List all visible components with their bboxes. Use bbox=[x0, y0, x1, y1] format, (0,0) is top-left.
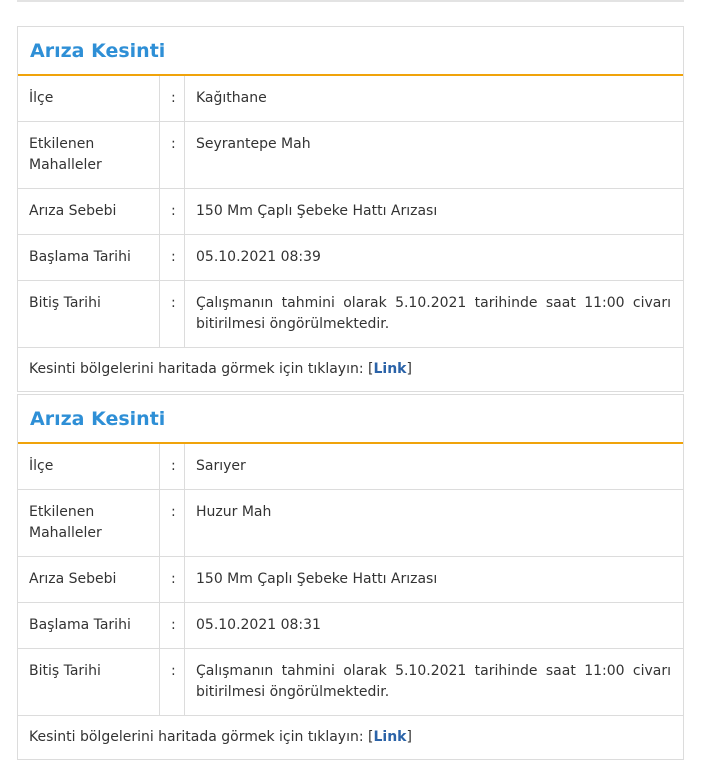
value-start-date: 05.10.2021 08:39 bbox=[185, 235, 684, 281]
map-link-row bbox=[18, 348, 683, 391]
label-cause: Arıza Sebebi bbox=[18, 557, 160, 603]
label-neighborhoods: Etkilenen Mahalleler bbox=[18, 490, 160, 557]
row-end-date bbox=[18, 649, 683, 716]
separator: : bbox=[160, 649, 185, 716]
row-district bbox=[18, 76, 683, 122]
value-cause: 150 Mm Çaplı Şebeke Hattı Arızası bbox=[185, 557, 684, 603]
outage-details-table bbox=[18, 76, 683, 348]
card-header bbox=[18, 27, 683, 76]
separator: : bbox=[160, 557, 185, 603]
map-link[interactable]: Link bbox=[373, 361, 407, 377]
value-start-date: 05.10.2021 08:31 bbox=[185, 603, 684, 649]
row-cause bbox=[18, 557, 683, 603]
bracket-open: [ bbox=[368, 361, 374, 377]
row-district bbox=[18, 444, 683, 490]
separator: : bbox=[160, 189, 185, 235]
outage-details-table bbox=[18, 444, 683, 716]
map-link-text: Kesinti bölgelerini haritada görmek için tıklayın: bbox=[29, 729, 369, 745]
separator: : bbox=[160, 603, 185, 649]
label-start-date: Başlama Tarihi bbox=[18, 603, 160, 649]
label-district: İlçe bbox=[18, 76, 160, 122]
value-cause: 150 Mm Çaplı Şebeke Hattı Arızası bbox=[185, 189, 684, 235]
row-start-date bbox=[18, 235, 683, 281]
row-neighborhoods bbox=[18, 122, 683, 189]
value-end-date: Çalışmanın tahmini olarak 5.10.2021 tarihinde saat 11:00 civarı bitirilmesi öngörülmektedir. bbox=[185, 649, 684, 716]
label-neighborhoods: Etkilenen Mahalleler bbox=[18, 122, 160, 189]
separator: : bbox=[160, 281, 185, 348]
label-end-date: Bitiş Tarihi bbox=[18, 281, 160, 348]
value-neighborhoods: Huzur Mah bbox=[185, 490, 684, 557]
separator: : bbox=[160, 235, 185, 281]
map-link-row bbox=[18, 716, 683, 759]
label-cause: Arıza Sebebi bbox=[18, 189, 160, 235]
outage-card bbox=[17, 394, 684, 760]
value-end-date: Çalışmanın tahmini olarak 5.10.2021 tarihinde saat 11:00 civarı bitirilmesi öngörülmektedir. bbox=[185, 281, 684, 348]
label-end-date: Bitiş Tarihi bbox=[18, 649, 160, 716]
top-divider bbox=[17, 0, 684, 2]
row-end-date bbox=[18, 281, 683, 348]
map-link[interactable]: Link bbox=[373, 729, 407, 745]
map-link-text: Kesinti bölgelerini haritada görmek için tıklayın: bbox=[29, 361, 369, 377]
outage-card bbox=[17, 26, 684, 392]
card-header bbox=[18, 395, 683, 444]
separator: : bbox=[160, 444, 185, 490]
row-start-date bbox=[18, 603, 683, 649]
value-district: Sarıyer bbox=[185, 444, 684, 490]
card-title: Arıza Kesinti bbox=[30, 407, 166, 430]
separator: : bbox=[160, 122, 185, 189]
row-neighborhoods bbox=[18, 490, 683, 557]
value-district: Kağıthane bbox=[185, 76, 684, 122]
bracket-close: ] bbox=[406, 361, 412, 377]
separator: : bbox=[160, 76, 185, 122]
label-start-date: Başlama Tarihi bbox=[18, 235, 160, 281]
bracket-close: ] bbox=[406, 729, 412, 745]
label-district: İlçe bbox=[18, 444, 160, 490]
bracket-open: [ bbox=[368, 729, 374, 745]
value-neighborhoods: Seyrantepe Mah bbox=[185, 122, 684, 189]
card-title: Arıza Kesinti bbox=[30, 39, 166, 62]
row-cause bbox=[18, 189, 683, 235]
separator: : bbox=[160, 490, 185, 557]
